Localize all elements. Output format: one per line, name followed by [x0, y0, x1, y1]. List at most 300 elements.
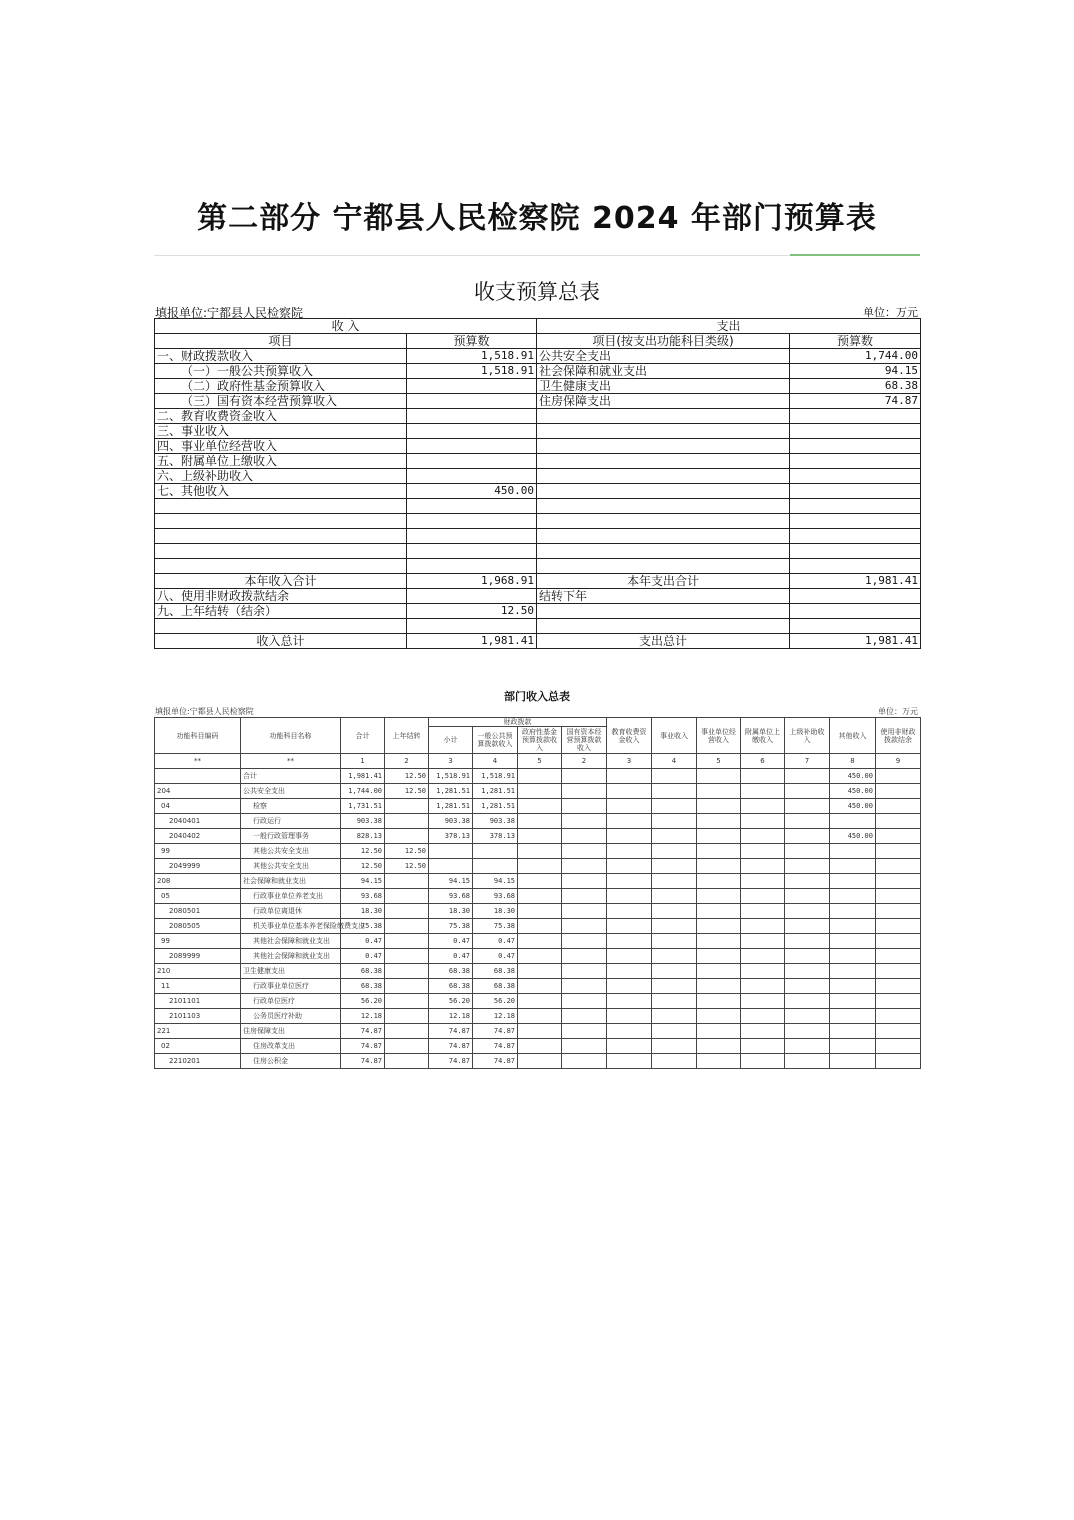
blank-cell: [537, 499, 790, 514]
function-code: 05: [155, 889, 241, 904]
blank-cell: [785, 1024, 830, 1039]
blank-cell: [652, 814, 697, 829]
function-code: 221: [155, 1024, 241, 1039]
total-value: 56.20: [341, 994, 385, 1009]
blank-cell: [562, 1024, 607, 1039]
last-year-value: [385, 994, 429, 1009]
table2-filing-unit: 填报单位:宁都县人民检察院: [155, 707, 254, 716]
table1-filing-unit: 填报单位:宁都县人民检察院: [155, 306, 304, 320]
function-code: 2101103: [155, 1009, 241, 1024]
blank-cell: [697, 814, 741, 829]
blank-cell: [785, 799, 830, 814]
total-expense-value: 1,981.41: [790, 574, 921, 589]
expense-item: [537, 469, 790, 484]
general-header: 一般公共预算拨款收入: [473, 727, 518, 754]
function-code: 210: [155, 964, 241, 979]
expense-budget-header: 预算数: [790, 334, 921, 349]
function-code: 2080501: [155, 904, 241, 919]
subtotal-value: 74.87: [429, 1054, 473, 1069]
income-item: （三）国有资本经营预算收入: [155, 394, 407, 409]
general-value: 12.18: [473, 1009, 518, 1024]
table1-row9: [155, 604, 921, 619]
blank-cell: [607, 889, 652, 904]
blank-cell: [876, 829, 921, 844]
other-value: [830, 874, 876, 889]
blank-cell: [652, 934, 697, 949]
blank-cell: [607, 1009, 652, 1024]
index-cell: 5: [518, 754, 562, 769]
total-value: 74.87: [341, 1054, 385, 1069]
blank-cell: [562, 769, 607, 784]
blank-cell: [518, 1024, 562, 1039]
last-year-value: [385, 1009, 429, 1024]
table1-total-row: [155, 574, 921, 589]
blank-cell: [652, 874, 697, 889]
table2-row: [155, 859, 921, 874]
blank-cell: [697, 1054, 741, 1069]
expense-value: [790, 454, 921, 469]
blank-cell: [407, 499, 537, 514]
subtotal-value: 68.38: [429, 964, 473, 979]
subtotal-value: 1,281.51: [429, 784, 473, 799]
blank-cell: [785, 949, 830, 964]
table1-row: [155, 394, 921, 409]
other-header: 其他收入: [830, 718, 876, 754]
other-value: 450.00: [830, 799, 876, 814]
function-name: 其他社会保障和就业支出: [241, 934, 341, 949]
income-item: 六、上级补助收入: [155, 469, 407, 484]
blank-cell: [876, 844, 921, 859]
blank-cell: [785, 979, 830, 994]
table1-blank-row: [155, 514, 921, 529]
total-value: 1,981.41: [341, 769, 385, 784]
blank-cell: [876, 1054, 921, 1069]
total-value: 18.30: [341, 904, 385, 919]
carryover-label: 结转下年: [537, 589, 790, 604]
function-name: 住房保障支出: [241, 1024, 341, 1039]
income-item: （二）政府性基金预算收入: [155, 379, 407, 394]
expense-item-header: 项目(按支出功能科目类级): [537, 334, 790, 349]
general-value: 94.15: [473, 874, 518, 889]
function-name: 行政事业单位医疗: [241, 979, 341, 994]
blank-cell: [697, 934, 741, 949]
expense-item: 卫生健康支出: [537, 379, 790, 394]
table2-row: [155, 1054, 921, 1069]
general-value: 1,281.51: [473, 799, 518, 814]
other-value: [830, 949, 876, 964]
subtotal-value: 74.87: [429, 1039, 473, 1054]
last-year-value: [385, 799, 429, 814]
expense-item: [537, 424, 790, 439]
blank-cell: [785, 1039, 830, 1054]
blank-cell: [876, 859, 921, 874]
blank-cell: [562, 994, 607, 1009]
blank-cell: [562, 919, 607, 934]
blank-cell: [562, 1039, 607, 1054]
general-value: 903.38: [473, 814, 518, 829]
blank-cell: [790, 604, 921, 619]
blank-cell: [607, 964, 652, 979]
expense-item: [537, 439, 790, 454]
blank-cell: [407, 544, 537, 559]
blank-cell: [785, 919, 830, 934]
blank-cell: [741, 1039, 785, 1054]
blank-cell: [562, 1009, 607, 1024]
function-name: 行政运行: [241, 814, 341, 829]
function-name: 合计: [241, 769, 341, 784]
blank-cell: [741, 784, 785, 799]
income-item: （一）一般公共预算收入: [155, 364, 407, 379]
subtotal-value: 74.87: [429, 1024, 473, 1039]
index-cell: 3: [429, 754, 473, 769]
expense-item: 公共安全支出: [537, 349, 790, 364]
index-cell: 6: [741, 754, 785, 769]
income-item: 三、事业收入: [155, 424, 407, 439]
table2-row: [155, 964, 921, 979]
subtotal-value: 12.18: [429, 1009, 473, 1024]
total-income-label: 本年收入合计: [155, 574, 407, 589]
other-value: [830, 904, 876, 919]
general-value: 93.68: [473, 889, 518, 904]
biz-header: 事业收入: [652, 718, 697, 754]
blank-cell: [741, 934, 785, 949]
other-value: 450.00: [830, 769, 876, 784]
blank-cell: [876, 994, 921, 1009]
subtotal-value: 903.38: [429, 814, 473, 829]
table1-row: [155, 409, 921, 424]
blank-cell: [785, 829, 830, 844]
income-value: 1,518.91: [407, 364, 537, 379]
blank-cell: [518, 994, 562, 1009]
other-value: 450.00: [830, 784, 876, 799]
blank-cell: [741, 874, 785, 889]
subtotal-header: 小计: [429, 727, 473, 754]
blank-cell: [155, 619, 407, 634]
blank-cell: [155, 529, 407, 544]
blank-cell: [537, 604, 790, 619]
blank-cell: [155, 499, 407, 514]
blank-cell: [741, 994, 785, 1009]
table2-row: [155, 799, 921, 814]
blank-cell: [876, 1024, 921, 1039]
general-value: 1,281.51: [473, 784, 518, 799]
blank-cell: [407, 589, 537, 604]
total-header: 合计: [341, 718, 385, 754]
table2-unit: 单位：万元: [878, 707, 918, 716]
function-name: 公务员医疗补助: [241, 1009, 341, 1024]
function-code: 2049999: [155, 859, 241, 874]
blank-cell: [518, 1039, 562, 1054]
blank-cell: [407, 529, 537, 544]
blank-cell: [562, 874, 607, 889]
income-item: 五、附属单位上缴收入: [155, 454, 407, 469]
blank-cell: [697, 859, 741, 874]
blank-cell: [607, 874, 652, 889]
index-cell: 2: [562, 754, 607, 769]
function-name: 社会保障和就业支出: [241, 874, 341, 889]
table2-row: [155, 874, 921, 889]
last-year-value: [385, 904, 429, 919]
blank-cell: [697, 1009, 741, 1024]
blank-cell: [741, 1024, 785, 1039]
blank-cell: [607, 844, 652, 859]
subtotal-value: 75.38: [429, 919, 473, 934]
index-cell: 2: [385, 754, 429, 769]
blank-cell: [697, 874, 741, 889]
total-value: 1,744.00: [341, 784, 385, 799]
blank-cell: [876, 889, 921, 904]
income-value: [407, 394, 537, 409]
total-value: 94.15: [341, 874, 385, 889]
function-code: 99: [155, 844, 241, 859]
blank-cell: [790, 529, 921, 544]
last-year-value: [385, 964, 429, 979]
nonfiscal-balance-label: 八、使用非财政拨款结余: [155, 589, 407, 604]
blank-cell: [697, 964, 741, 979]
blank-cell: [407, 559, 537, 574]
total-value: 74.87: [341, 1024, 385, 1039]
blank-cell: [518, 964, 562, 979]
function-code: 02: [155, 1039, 241, 1054]
income-item: 二、教育收费资金收入: [155, 409, 407, 424]
function-code: 04: [155, 799, 241, 814]
blank-cell: [518, 784, 562, 799]
blank-cell: [607, 949, 652, 964]
other-value: [830, 859, 876, 874]
table2-row: [155, 784, 921, 799]
blank-cell: [876, 799, 921, 814]
blank-cell: [652, 994, 697, 1009]
last-year-balance-label: 九、上年结转（结余）: [155, 604, 407, 619]
blank-cell: [876, 949, 921, 964]
blank-cell: [562, 814, 607, 829]
function-code: 11: [155, 979, 241, 994]
last-year-value: [385, 979, 429, 994]
income-value: [407, 454, 537, 469]
blank-cell: [537, 559, 790, 574]
function-name: 住房改革支出: [241, 1039, 341, 1054]
table2-row: [155, 979, 921, 994]
other-value: [830, 1024, 876, 1039]
function-code: 208: [155, 874, 241, 889]
function-name: 行政事业单位养老支出: [241, 889, 341, 904]
last-year-value: [385, 814, 429, 829]
function-name: 机关事业单位基本养老保险缴费支出: [241, 919, 341, 934]
name-header: 功能科目名称: [241, 718, 341, 754]
blank-cell: [785, 859, 830, 874]
other-value: [830, 1009, 876, 1024]
blank-cell: [518, 814, 562, 829]
function-code: 2040401: [155, 814, 241, 829]
table1-row: [155, 349, 921, 364]
expense-item: 社会保障和就业支出: [537, 364, 790, 379]
table2-row: [155, 1009, 921, 1024]
function-name: 行政单位离退休: [241, 904, 341, 919]
blank-cell: [785, 904, 830, 919]
general-value: 0.47: [473, 934, 518, 949]
blank-cell: [785, 874, 830, 889]
grand-income-label: 收入总计: [155, 634, 407, 649]
function-code: 99: [155, 934, 241, 949]
other-value: [830, 1054, 876, 1069]
other-value: [830, 964, 876, 979]
total-value: 74.87: [341, 1039, 385, 1054]
blank-cell: [697, 994, 741, 1009]
blank-cell: [407, 514, 537, 529]
blank-cell: [607, 979, 652, 994]
total-value: 1,731.51: [341, 799, 385, 814]
blank-cell: [562, 904, 607, 919]
blank-cell: [562, 964, 607, 979]
total-value: 12.50: [341, 844, 385, 859]
function-code: 2089999: [155, 949, 241, 964]
function-name: 其他公共安全支出: [241, 859, 341, 874]
table2-row: [155, 829, 921, 844]
income-item: 四、事业单位经营收入: [155, 439, 407, 454]
other-value: [830, 934, 876, 949]
code-header: 功能科目编码: [155, 718, 241, 754]
table2-row: [155, 919, 921, 934]
blank-cell: [741, 919, 785, 934]
blank-cell: [518, 799, 562, 814]
last-year-value: [385, 829, 429, 844]
blank-cell: [518, 844, 562, 859]
blank-cell: [607, 829, 652, 844]
blank-cell: [876, 1009, 921, 1024]
income-value: [407, 409, 537, 424]
function-name: 住房公积金: [241, 1054, 341, 1069]
total-income-value: 1,968.91: [407, 574, 537, 589]
blank-cell: [537, 619, 790, 634]
expense-value: 74.87: [790, 394, 921, 409]
last-year-value: [385, 934, 429, 949]
blank-cell: [652, 769, 697, 784]
blank-cell: [741, 979, 785, 994]
table1-blank-row: [155, 544, 921, 559]
blank-cell: [652, 859, 697, 874]
grand-income-value: 1,981.41: [407, 634, 537, 649]
index-cell: **: [241, 754, 341, 769]
general-value: 378.13: [473, 829, 518, 844]
other-value: [830, 889, 876, 904]
general-value: 68.38: [473, 979, 518, 994]
last-year-value: [385, 889, 429, 904]
table1-row: [155, 424, 921, 439]
subtotal-value: 1,281.51: [429, 799, 473, 814]
index-cell: 4: [652, 754, 697, 769]
blank-cell: [790, 514, 921, 529]
expense-value: [790, 424, 921, 439]
blank-cell: [876, 784, 921, 799]
blank-cell: [607, 769, 652, 784]
subtotal-value: 1,518.91: [429, 769, 473, 784]
blank-cell: [652, 979, 697, 994]
blank-cell: [741, 1054, 785, 1069]
blank-cell: [785, 814, 830, 829]
blank-cell: [697, 1039, 741, 1054]
general-value: [473, 844, 518, 859]
subtotal-value: 93.68: [429, 889, 473, 904]
blank-cell: [537, 529, 790, 544]
table2-row: [155, 934, 921, 949]
other-value: [830, 844, 876, 859]
expense-value: [790, 409, 921, 424]
total-value: 68.38: [341, 979, 385, 994]
total-value: 12.18: [341, 1009, 385, 1024]
blank-cell: [518, 904, 562, 919]
blank-cell: [785, 769, 830, 784]
blank-cell: [562, 934, 607, 949]
blank-cell: [407, 619, 537, 634]
blank-cell: [741, 844, 785, 859]
income-value: 450.00: [407, 484, 537, 499]
blank-cell: [518, 934, 562, 949]
upper-header: 上级补助收入: [785, 718, 830, 754]
blank-cell: [607, 1039, 652, 1054]
blank-cell: [697, 784, 741, 799]
accent-line: [790, 254, 920, 256]
blank-cell: [607, 904, 652, 919]
table2-row: [155, 814, 921, 829]
table1-row: [155, 379, 921, 394]
index-cell: 8: [830, 754, 876, 769]
blank-cell: [876, 934, 921, 949]
blank-cell: [607, 784, 652, 799]
function-code: 2040402: [155, 829, 241, 844]
blank-cell: [697, 769, 741, 784]
blank-cell: [790, 589, 921, 604]
last-year-value: [385, 1024, 429, 1039]
general-value: 75.38: [473, 919, 518, 934]
table1-row: [155, 484, 921, 499]
blank-cell: [785, 784, 830, 799]
item-header: 项目: [155, 334, 407, 349]
function-code: 204: [155, 784, 241, 799]
function-name: 一般行政管理事务: [241, 829, 341, 844]
blank-cell: [790, 499, 921, 514]
last-year-value: 12.50: [385, 784, 429, 799]
blank-cell: [876, 904, 921, 919]
total-value: 12.50: [341, 859, 385, 874]
function-code: 2080505: [155, 919, 241, 934]
index-cell: 1: [341, 754, 385, 769]
blank-cell: [790, 559, 921, 574]
index-cell: 5: [697, 754, 741, 769]
total-expense-label: 本年支出合计: [537, 574, 790, 589]
state-header: 国有资本经营预算拨款收入: [562, 727, 607, 754]
table2-header-row-1: [155, 718, 921, 727]
last-year-value: 12.50: [385, 769, 429, 784]
blank-cell: [697, 949, 741, 964]
blank-cell: [785, 1054, 830, 1069]
blank-cell: [607, 1054, 652, 1069]
last-year-value: 12.50: [385, 859, 429, 874]
income-item: 七、其他收入: [155, 484, 407, 499]
subtotal-value: [429, 859, 473, 874]
table1-grand-total-row: [155, 634, 921, 649]
index-cell: 3: [607, 754, 652, 769]
blank-cell: [518, 949, 562, 964]
blank-cell: [518, 919, 562, 934]
blank-cell: [697, 829, 741, 844]
function-name: 公共安全支出: [241, 784, 341, 799]
blank-cell: [518, 859, 562, 874]
blank-cell: [697, 979, 741, 994]
blank-cell: [876, 979, 921, 994]
last-year-value: [385, 874, 429, 889]
grand-expense-label: 支出总计: [537, 634, 790, 649]
blank-cell: [607, 919, 652, 934]
